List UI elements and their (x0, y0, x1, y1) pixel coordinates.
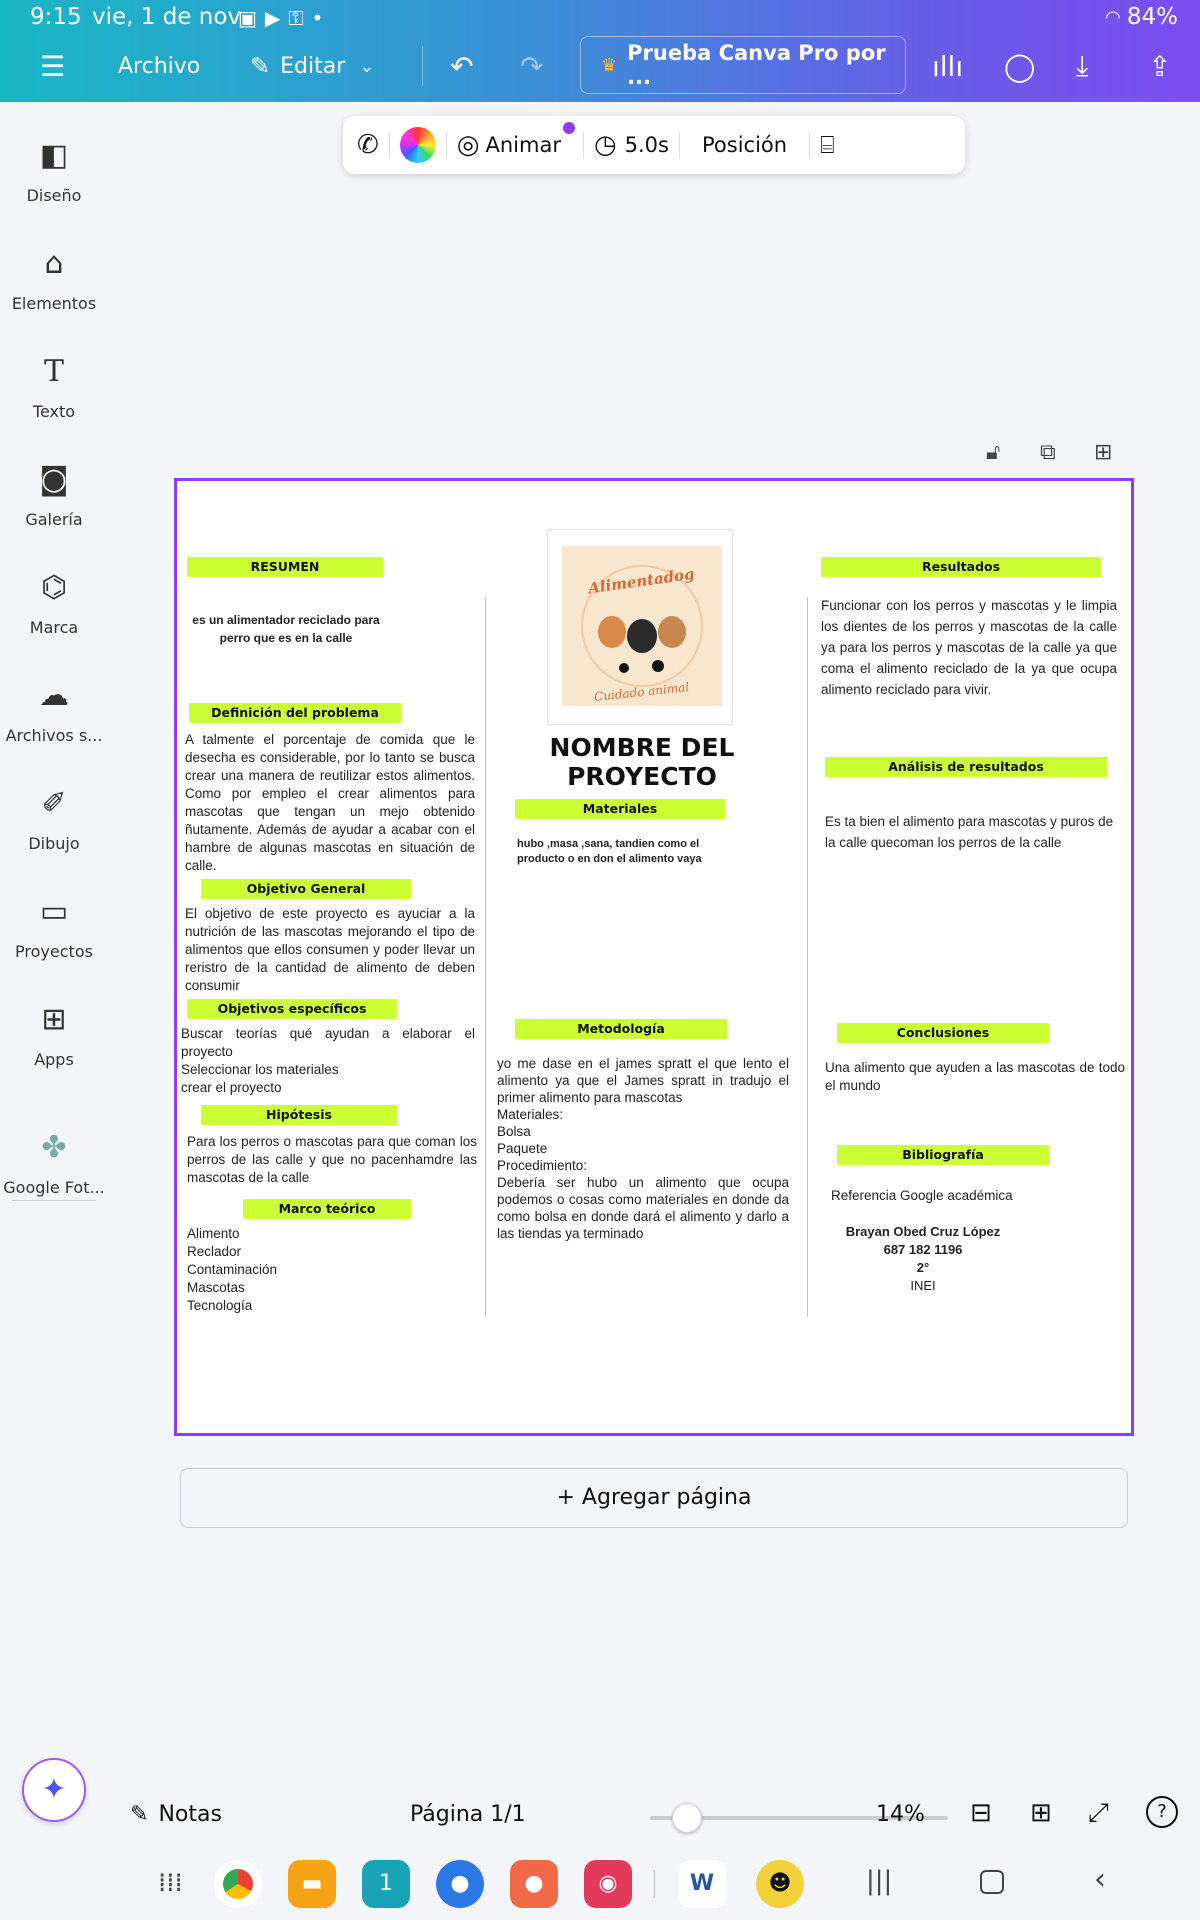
app-drawer-button[interactable] (158, 1868, 183, 1898)
contacts-icon: ● (524, 1871, 544, 1896)
calendar-icon: 1 (379, 1871, 393, 1896)
share-icon: ⇪ (1148, 49, 1172, 83)
chrome-icon (223, 1869, 253, 1899)
redo-icon: ↷ (520, 49, 544, 83)
logo-title: Alimentadog (587, 564, 696, 598)
folder-icon: ▭ (39, 894, 69, 929)
wifi-icon: ◠ (1105, 6, 1121, 28)
notes-button[interactable]: ✎ Notas (130, 1802, 222, 1827)
chevron-down-icon: ⌄ (359, 55, 375, 77)
alimentadog-logo (562, 546, 722, 706)
redo-button[interactable] (520, 36, 543, 96)
heading-materiales: Materiales (515, 799, 725, 819)
crown-icon: ♛ (601, 54, 618, 76)
project-name-title: NOMBRE DEL PROYECTO (549, 733, 735, 791)
objetivo-text: El objetivo de este proyecto es ayuciar a la nutrición de las mascotas mejorando el tipo de alimentos que ellos consumen y poder llevar un reristro de la cantidad de alimento de deben consumir (185, 906, 475, 993)
recent-apps-button[interactable] (866, 1866, 892, 1896)
context-toolbar (343, 116, 965, 174)
fullscreen-button[interactable] (1088, 1798, 1109, 1829)
file-menu-button[interactable]: Archivo (118, 53, 201, 79)
animate-button[interactable]: ◎ Animar (457, 130, 561, 160)
pages-grid-button[interactable] (1030, 1798, 1052, 1828)
top-toolbar (0, 0, 1200, 102)
page-indicator[interactable]: Página 1/1 (410, 1802, 526, 1827)
resultados-text: Funcionar con los perros y mascotas y le limpia los dientes de los perros y mascotas de la calle ya para los perros y mascotas de la calle ya que coma el alimento reciclado de la ya que ocupa alimento reciclado para vivir. (821, 598, 1117, 697)
calendar-app[interactable] (362, 1860, 410, 1908)
heading-conclusiones: Conclusiones (837, 1023, 1049, 1043)
heading-objetivos-especificos: Objetivos específicos (187, 999, 397, 1019)
youtube-notification-icon: ▶ (264, 6, 281, 30)
status-bar (0, 0, 1200, 36)
bottom-bar (110, 1786, 1200, 1848)
download-icon: ⤓ (1076, 49, 1089, 82)
draw-icon: ✐ (41, 786, 67, 821)
brand-icon: ⌬ (40, 570, 68, 605)
heading-bibliografia: Bibliografía (837, 1145, 1049, 1165)
metodologia-text: yo me dase en el james spratt el que lento el alimento ya que el James spratt in tradujo el primer alimento para mascotas Materiales: Bolsa Paquete Procedimiento: Debería ser hubo un alimento que ocupa podemos o cosas como materiales en donde da como bolsa en donde dará el alimento y darlo a las tiendas ya terminado (497, 1056, 789, 1241)
undo-button[interactable] (450, 36, 473, 96)
sidebar-item-diseno[interactable]: ◧ Diseño (0, 136, 108, 205)
help-button[interactable] (1146, 1796, 1178, 1828)
left-sidebar (0, 102, 108, 1222)
document-title[interactable] (580, 36, 906, 94)
duplicate-page-button[interactable] (1040, 440, 1056, 465)
comment-icon: ◯ (1004, 49, 1036, 83)
dot-icon: • (311, 6, 324, 30)
menu-button[interactable] (40, 36, 65, 96)
definicion-text: A talmente el porcentaje de comida que le desecha es considerable, por lo tanto se busca crear una manera de reutilizar estos alimentos. Como por empleo el crear alimentos para mascotas que tengan un mejo obtenido ñutamente. Además de ayudar a acabar con el hambre de algunas mascotas en situación de calle. (185, 732, 475, 873)
gallery-notification-icon: ▣ (238, 6, 257, 30)
logo-image-frame[interactable] (547, 529, 733, 725)
comment-button[interactable] (1004, 36, 1035, 96)
zoom-slider-handle[interactable] (672, 1803, 702, 1833)
layout-icon: ⊟ (970, 1798, 992, 1828)
camera-app[interactable] (584, 1860, 632, 1908)
key-notification-icon: ⚿ (288, 6, 304, 30)
heading-resumen: RESUMEN (187, 557, 383, 577)
materiales-text: hubo ,masa ,sana, tandien como el producto o en don el alimento vaya (517, 838, 702, 865)
sidebar-item-archivos[interactable]: ☁ Archivos s... (0, 676, 108, 745)
grid-view-button[interactable] (970, 1798, 992, 1828)
notes-icon: ✎ (130, 1802, 149, 1827)
design-icon: ◧ (39, 138, 69, 173)
help-icon: ? (1157, 1801, 1167, 1822)
sidebar-item-elementos[interactable]: ⌂ Elementos (0, 244, 108, 313)
camera-icon: ◙ (39, 462, 69, 497)
design-canvas[interactable] (174, 478, 1134, 1436)
pencil-icon: ✎ (250, 52, 271, 80)
duplicate-icon: ⧉ (1040, 440, 1056, 465)
sidebar-item-marca[interactable]: ⌬ Marca (0, 568, 108, 637)
duration-button[interactable]: ◷ 5.0s (593, 130, 669, 160)
grid-icon: ⊞ (1030, 1798, 1052, 1828)
word-icon: W (689, 1871, 715, 1896)
zoom-level[interactable]: 14% (876, 1802, 925, 1827)
document-title-text: Prueba Canva Pro por ... (627, 41, 886, 89)
insights-button[interactable] (932, 36, 963, 96)
add-page-icon-button[interactable] (1094, 440, 1112, 465)
app-grid-icon: ⁞⁞⁞ (158, 1868, 183, 1898)
game-app[interactable] (756, 1860, 804, 1908)
chrome-app[interactable] (214, 1860, 262, 1908)
edit-menu-button[interactable] (250, 36, 374, 96)
paint-roller-icon: ⌸ (820, 131, 835, 159)
color-picker-button[interactable] (400, 127, 436, 163)
files-icon: ▬ (301, 1871, 323, 1896)
game-icon: ☻ (768, 1871, 792, 1896)
copy-style-button[interactable] (820, 131, 834, 159)
back-button[interactable] (1094, 1862, 1106, 1897)
recents-icon: ||| (866, 1866, 893, 1896)
cloud-upload-icon: ☁ (39, 678, 69, 713)
add-page-button[interactable]: + Agregar página (180, 1468, 1128, 1528)
google-photos-icon: ✤ (41, 1130, 67, 1165)
hipotesis-text: Para los perros o mascotas para que coman los perros de las calle y que no pacenhamdre las mascotas de la calle (187, 1134, 477, 1185)
lock-icon: 🔓︎ (986, 440, 1001, 465)
heading-hipotesis: Hipótesis (201, 1105, 397, 1125)
heading-definicion: Definición del problema (189, 703, 401, 723)
dog-logo-graphic (562, 546, 722, 706)
battery-level: 84% (1126, 4, 1178, 30)
add-icon: ⊞ (1094, 440, 1113, 465)
sidebar-item-texto[interactable]: T Texto (0, 352, 108, 421)
messages-icon: ● (450, 1871, 470, 1896)
files-app[interactable] (288, 1860, 336, 1908)
hamburger-icon: ☰ (40, 49, 66, 83)
add-comment-button[interactable] (357, 130, 379, 160)
status-time: 9:15 (30, 4, 82, 30)
text-icon: T (43, 354, 64, 389)
bar-chart-icon: ıllı (932, 49, 964, 83)
undo-icon: ↶ (450, 49, 474, 83)
expand-icon: ⤢ (1088, 1798, 1109, 1828)
comment-plus-icon: ✆ (357, 130, 379, 160)
clock-icon: ◷ (593, 130, 617, 160)
heading-resultados: Resultados (821, 557, 1101, 577)
logo-subtitle: Cuidado animal (593, 680, 690, 704)
elements-icon: ⌂ (44, 246, 64, 281)
heading-analisis: Análisis de resultados (825, 757, 1107, 777)
marco-list: Alimento Reclador Contaminación Mascotas Tecnología (187, 1226, 278, 1313)
word-app[interactable] (678, 1860, 726, 1908)
download-button[interactable] (1076, 36, 1088, 96)
heading-marco-teorico: Marco teórico (243, 1199, 411, 1219)
lock-page-button[interactable] (986, 440, 1000, 465)
sidebar-item-apps[interactable]: ⊞ Apps (0, 1000, 108, 1069)
author-block: Brayan Obed Cruz López 687 182 1196 2° INEI (845, 1224, 1001, 1293)
back-icon: ‹ (1094, 1862, 1106, 1897)
sidebar-item-dibujo[interactable]: ✐ Dibujo (0, 784, 108, 853)
analisis-text: Es ta bien el alimento para mascotas y puros de la calle quecoman los perros de la calle (825, 814, 1114, 850)
share-button[interactable] (1148, 36, 1171, 96)
contacts-app[interactable] (510, 1860, 558, 1908)
animate-icon: ◎ (456, 130, 480, 160)
new-badge-dot (563, 122, 575, 134)
especificos-list: Buscar teorías qué ayudan a elaborar el proyecto Seleccionar los materiales crear el proyecto (181, 1026, 475, 1095)
heading-objetivo-general: Objetivo General (201, 879, 411, 899)
sparkle-icon: ✦ (41, 1772, 67, 1807)
edit-label: Editar (280, 53, 346, 79)
conclusiones-text: Una alimento que ayuden a las mascotas de todo el mundo (825, 1060, 1125, 1093)
sidebar-item-google-fotos[interactable]: ✤ Google Fot... (0, 1128, 108, 1197)
sidebar-item-galeria[interactable]: ◙ Galería (0, 460, 108, 529)
android-navigation-bar (0, 1848, 1200, 1920)
heading-metodologia: Metodología (515, 1019, 727, 1039)
messages-app[interactable] (436, 1860, 484, 1908)
resumen-text: es un alimentador reciclado para perro que es en la calle (192, 613, 380, 645)
sidebar-item-proyectos[interactable]: ▭ Proyectos (0, 892, 108, 961)
home-button[interactable] (980, 1870, 1004, 1894)
camera-app-icon: ◉ (598, 1871, 618, 1896)
position-button[interactable]: Posición (701, 133, 788, 157)
bibliografia-text: Referencia Google académica (831, 1188, 1013, 1203)
apps-icon: ⊞ (41, 1002, 67, 1037)
status-date: vie, 1 de nov (92, 4, 242, 30)
magic-assistant-button[interactable] (22, 1758, 86, 1822)
